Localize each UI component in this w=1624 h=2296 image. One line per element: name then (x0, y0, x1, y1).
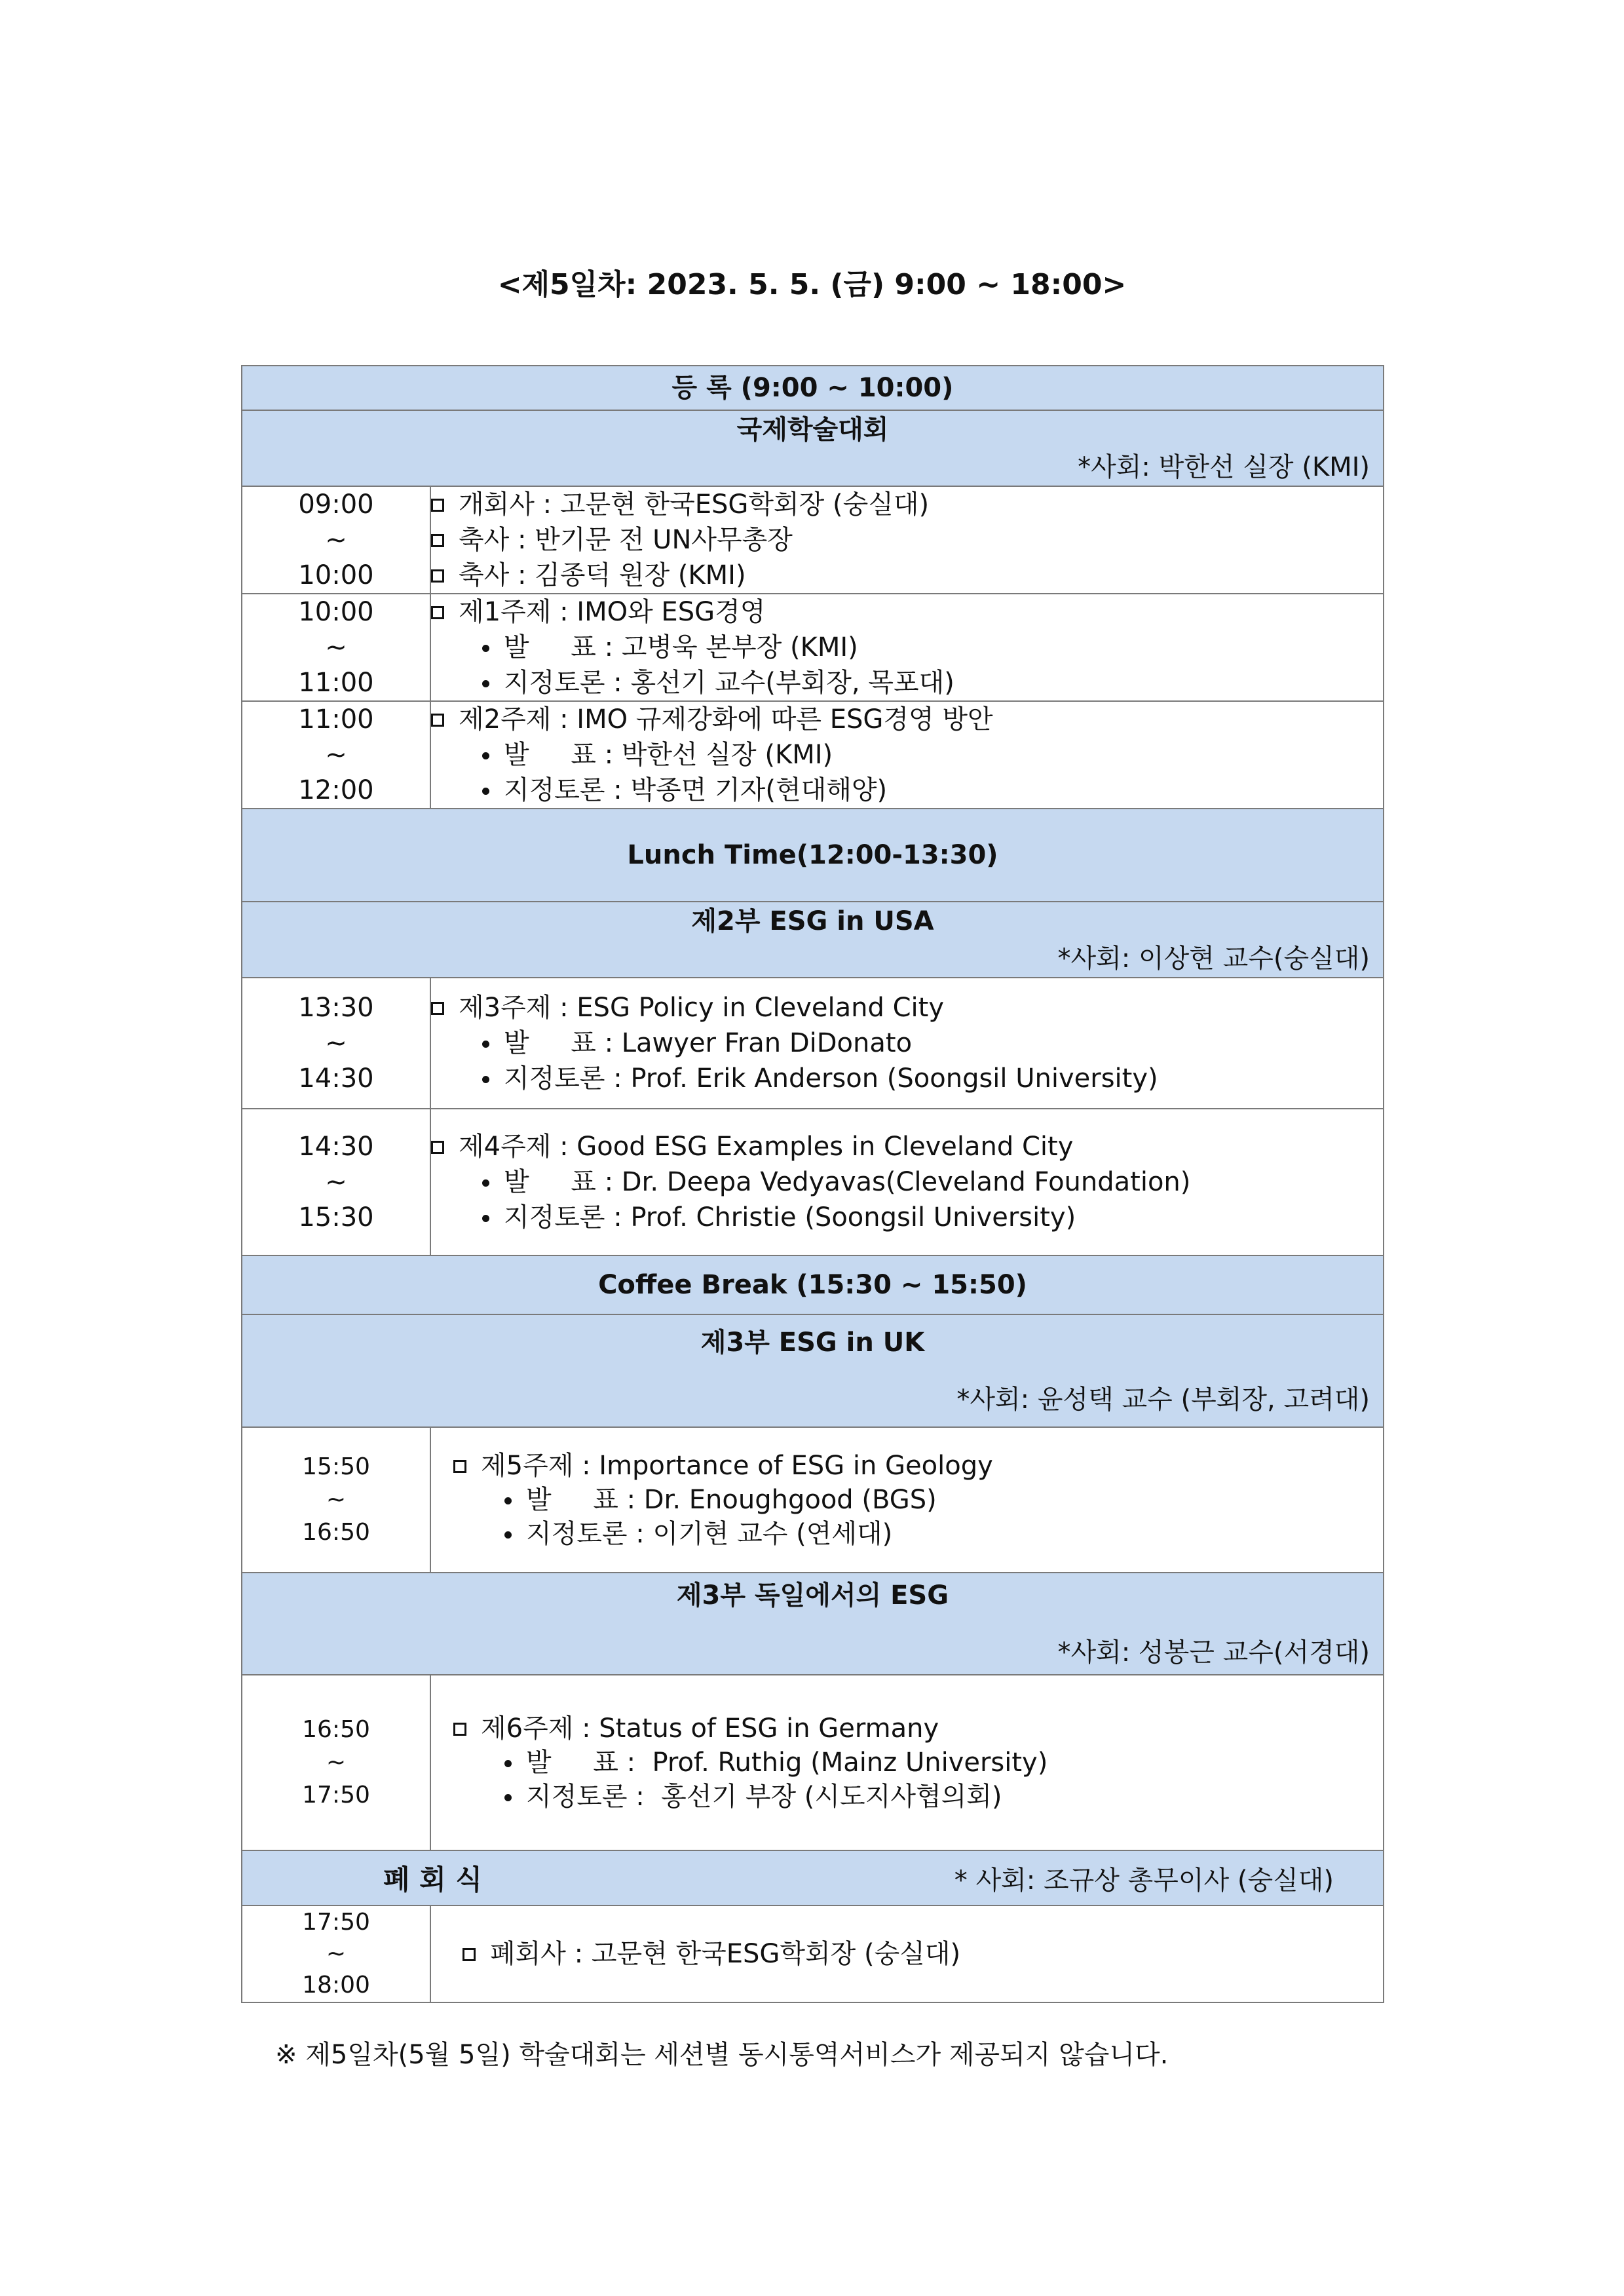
discussant (431, 1061, 1383, 1096)
page-title: <제5일차: 2023. 5. 5. (금) 9:00 ~ 18:00> (497, 268, 1127, 301)
time-cell (242, 978, 430, 1109)
schedule-row (242, 594, 1384, 701)
checkbox-icon (431, 569, 444, 583)
time-sep: ~ (325, 525, 347, 555)
program-item (431, 522, 1383, 558)
lunch-band: Lunch Time(12:00-13:30) (242, 809, 1384, 902)
time-end: 10:00 (298, 560, 374, 590)
time-start: 10:00 (298, 597, 374, 627)
closing-moderator: * 사회: 조규상 총무이사 (숭실대) (954, 1865, 1334, 1896)
discussant (431, 665, 1383, 700)
registration-band: 등 록 (9:00 ~ 10:00) (242, 366, 1384, 410)
topic-text: 제6주제 : Status of ESG in Germany (481, 1713, 939, 1744)
topic (431, 702, 1383, 737)
bullet-icon (482, 680, 489, 687)
schedule-row (242, 701, 1384, 809)
time-sep: ~ (326, 1940, 347, 1967)
schedule-table (241, 365, 1384, 2003)
presenter (431, 1164, 1383, 1200)
presenter (453, 1746, 1383, 1780)
program-item (431, 487, 1383, 522)
part1-title: 국제학술대회 (736, 415, 889, 445)
item-text: 폐회사 : 고문현 한국ESG학회장 (숭실대) (490, 1939, 961, 1969)
discussant-text: 지정토론 : 홍선기 부장 (시도지사협의회) (526, 1782, 1002, 1812)
program-cell (430, 1675, 1384, 1850)
time-start: 14:30 (298, 1132, 374, 1162)
time-end: 16:50 (302, 1519, 370, 1546)
discussant-text: 지정토론 : Prof. Erik Anderson (Soongsil University) (504, 1063, 1158, 1094)
presenter-text: 발 표 : 박한선 실장 (KMI) (504, 740, 833, 770)
time-sep: ~ (325, 1028, 347, 1058)
presenter-text: 발 표 : Dr. Deepa Vedyavas(Cleveland Foundation) (504, 1167, 1191, 1197)
item-text: 개회사 : 고문현 한국ESG학회장 (숭실대) (459, 489, 930, 520)
closing-header (242, 1850, 1384, 1905)
checkbox-icon (431, 1141, 444, 1154)
bullet-icon (482, 788, 489, 795)
time-cell (242, 1427, 430, 1573)
part4-moderator: *사회: 성봉근 교수(서경대) (1057, 1637, 1370, 1668)
time-cell (242, 1109, 430, 1255)
discussant-text: 지정토론 : Prof. Christie (Soongsil University) (504, 1202, 1076, 1233)
part1-moderator: *사회: 박한선 실장 (KMI) (1078, 452, 1370, 482)
presenter (431, 630, 1383, 665)
time-sep: ~ (326, 1486, 347, 1513)
topic-text: 제3주제 : ESG Policy in Cleveland City (459, 993, 945, 1023)
time-end: 11:00 (298, 668, 374, 698)
program-cell (430, 594, 1384, 701)
time-end: 15:30 (298, 1202, 374, 1233)
time-sep: ~ (325, 740, 347, 770)
time-start: 17:50 (302, 1909, 370, 1936)
bullet-icon (504, 1497, 512, 1504)
time-start: 11:00 (298, 704, 374, 735)
time-cell (242, 486, 430, 594)
presenter-text: 발 표 : Lawyer Fran DiDonato (504, 1028, 913, 1058)
time-end: 14:30 (298, 1063, 374, 1094)
part3-header (242, 1314, 1384, 1427)
part1-header (242, 410, 1384, 486)
program-cell (430, 1109, 1384, 1255)
program-cell (430, 978, 1384, 1109)
time-cell (242, 701, 430, 809)
discussant-text: 지정토론 : 이기현 교수 (연세대) (526, 1519, 893, 1549)
bullet-icon (504, 1794, 512, 1801)
bullet-icon (482, 645, 489, 652)
discussant (453, 1517, 1383, 1551)
program-item (431, 558, 1383, 593)
bullet-icon (482, 1179, 489, 1187)
time-end: 12:00 (298, 775, 374, 805)
discussant-text: 지정토론 : 박종면 기자(현대해양) (504, 775, 888, 805)
item-text: 축사 : 반기문 전 UN사무총장 (459, 525, 793, 555)
checkbox-icon (431, 1002, 444, 1015)
part3-moderator: *사회: 윤성택 교수 (부회장, 고려대) (956, 1385, 1370, 1415)
checkbox-icon (431, 534, 444, 547)
part2-title: 제2부 ESG in USA (691, 906, 934, 936)
topic-text: 제4주제 : Good ESG Examples in Cleveland City (459, 1132, 1074, 1162)
discussant (431, 773, 1383, 808)
topic (453, 1712, 1383, 1746)
time-sep: ~ (326, 1749, 347, 1776)
part4-title: 제3부 독일에서의 ESG (676, 1580, 949, 1611)
checkbox-icon (463, 1948, 476, 1961)
checkbox-icon (431, 499, 444, 512)
presenter (431, 737, 1383, 773)
topic-text: 제2주제 : IMO 규제강화에 따른 ESG경영 방안 (459, 704, 993, 735)
presenter-text: 발 표 : Prof. Ruthig (Mainz University) (526, 1748, 1048, 1778)
program-cell (430, 1427, 1384, 1573)
checkbox-icon (453, 1460, 466, 1473)
time-end: 18:00 (302, 1972, 370, 1999)
schedule-row (242, 486, 1384, 594)
bullet-icon (482, 1076, 489, 1083)
presenter-text: 발 표 : 고병욱 본부장 (KMI) (504, 632, 858, 662)
schedule-row (242, 1109, 1384, 1255)
item-text: 축사 : 김종덕 원장 (KMI) (459, 560, 746, 590)
part2-header (242, 902, 1384, 978)
time-sep: ~ (325, 1167, 347, 1197)
program-cell (430, 486, 1384, 594)
schedule-row (242, 1675, 1384, 1850)
closing-label: 폐 회 식 (383, 1864, 482, 1896)
bullet-icon (504, 1760, 512, 1767)
time-sep: ~ (325, 632, 347, 662)
time-cell (242, 594, 430, 701)
coffee-band: Coffee Break (15:30 ~ 15:50) (242, 1255, 1384, 1314)
topic (453, 1449, 1383, 1483)
part3-title: 제3부 ESG in UK (700, 1328, 925, 1358)
schedule-row (242, 1905, 1384, 2002)
time-cell (242, 1675, 430, 1850)
topic (431, 594, 1383, 630)
discussant (431, 1200, 1383, 1235)
topic-text: 제1주제 : IMO와 ESG경영 (459, 597, 766, 627)
part4-header (242, 1573, 1384, 1675)
time-start: 09:00 (298, 489, 374, 520)
time-start: 16:50 (302, 1716, 370, 1743)
time-end: 17:50 (302, 1782, 370, 1808)
bullet-icon (482, 752, 489, 759)
checkbox-icon (431, 714, 444, 727)
bullet-icon (504, 1531, 512, 1539)
program-item (463, 1936, 1383, 1972)
presenter-text: 발 표 : Dr. Enoughgood (BGS) (526, 1485, 937, 1515)
topic (431, 990, 1383, 1025)
topic-text: 제5주제 : Importance of ESG in Geology (481, 1451, 993, 1481)
time-start: 13:30 (298, 993, 374, 1023)
time-cell (242, 1905, 430, 2002)
presenter (453, 1483, 1383, 1517)
part2-moderator: *사회: 이상현 교수(숭실대) (1057, 944, 1370, 974)
discussant-text: 지정토론 : 홍선기 교수(부회장, 목포대) (504, 668, 954, 698)
discussant (453, 1780, 1383, 1814)
footnote: ※ 제5일차(5월 5일) 학술대회는 세션별 동시통역서비스가 제공되지 않습니다. (275, 2040, 1169, 2070)
checkbox-icon (453, 1723, 466, 1736)
time-start: 15:50 (302, 1453, 370, 1480)
program-cell (430, 701, 1384, 809)
schedule-row (242, 978, 1384, 1109)
presenter (431, 1025, 1383, 1061)
bullet-icon (482, 1041, 489, 1048)
topic (431, 1129, 1383, 1164)
bullet-icon (482, 1215, 489, 1222)
program-cell (430, 1905, 1384, 2002)
schedule-row (242, 1427, 1384, 1573)
checkbox-icon (431, 606, 444, 619)
